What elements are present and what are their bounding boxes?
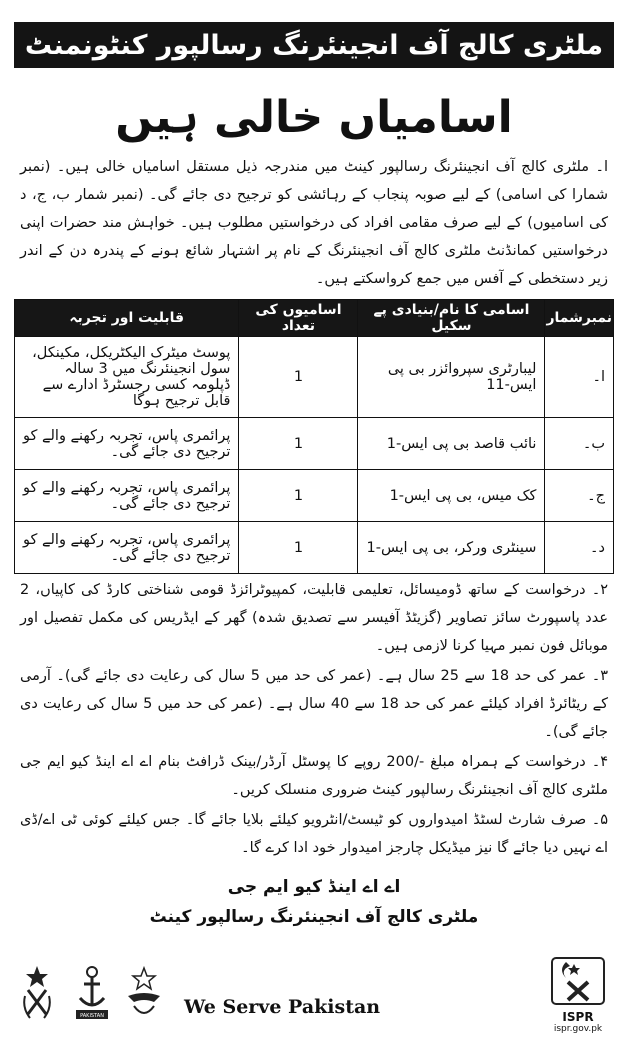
header-title: ملٹری کالج آف انجینئرنگ رسالپور کنٹونمنٹ [24,29,604,61]
table-row [15,522,614,574]
slogan-text: We Serve Pakistan [184,996,381,1018]
navy-emblem-text: PAKISTAN [80,1013,104,1019]
vacancies-table [14,299,614,574]
table-header-row [15,300,614,337]
point-shortlisting: ۵۔ صرف شارٹ لسٹڈ امیدواروں کو ٹیسٹ/انٹرویو کیلئے بلایا جائے گا۔ جس کیلئے کوئی ٹی اے/ڈی اے نہیں دیا جائے گا نیز میڈیکل چارجز امیدوار خود ادا کرے گا۔ [20,812,608,856]
row-serial: ا۔ [545,337,614,418]
point-age-limit: ۳۔ عمر کی حد 18 سے 25 سال ہے۔ (عمر کی حد میں 5 سال کی رعایت دی جائے گی)۔ آرمی کے ریٹائرڈ افراد کیلئے عمر کی حد 18 سے 40 سال ہے۔ (عمر کی حد میں 5 سال کی رعایت دی جائے گی)۔ [20,668,609,740]
row-post-name: لیبارٹری سپروائزر بی پی ایس-11 [358,337,545,418]
table-row [15,418,614,470]
row-post-count: 1 [239,470,358,522]
row-post-name: سینٹری ورکر، بی پی ایس-1 [358,522,545,574]
row-post-name: نائب قاصد بی پی ایس-1 [358,418,545,470]
signature-designation: اے اے اینڈ کیو ایم جی [227,877,401,897]
ispr-label: ISPR [562,1010,594,1024]
row-post-count: 1 [239,522,358,574]
signature-block [14,872,614,932]
row-post-name: کک میس، بی پی ایس-1 [358,470,545,522]
row-serial: ج۔ [545,470,614,522]
row-qualification: پرائمری پاس، تجربہ رکھنے والے کو ترجیح دی جائے گی۔ [15,522,239,574]
army-emblem-icon [20,962,54,1022]
table-row [15,337,614,418]
point-documents: ۲۔ درخواست کے ساتھ ڈومیسائل، تعلیمی قابلیت، کمپیوٹرائزڈ قومی شناختی کارڈ کی کاپیاں، 2 عدد پاسپورٹ سائز تصاویر (گزیٹڈ آفیسر سے تصدیق شدہ) گھر کے ایڈریس کی مکمل تفصیل اور موبائل فون نمبر مہیا کرنا لازمی ہیں۔ [20,582,608,654]
row-qualification: پرائمری پاس، تجربہ رکھنے والے کو ترجیح دی جائے گی۔ [15,470,239,522]
row-post-count: 1 [239,418,358,470]
advertisement-page [0,22,628,1046]
signature-organization: ملٹری کالج آف انجینئرنگ رسالپور کینٹ [149,907,479,927]
ispr-logo-block [546,956,610,1034]
airforce-emblem-icon [124,962,164,1022]
row-serial: د۔ [545,522,614,574]
row-post-count: 1 [239,337,358,418]
row-qualification: پوسٹ میٹرک الیکٹریکل، مکینکل، سول انجینئرنگ میں 3 سالہ ڈپلومہ کسی رجسٹرڈ ادارے سے قابل ترجیح ہوگا [15,337,239,418]
header-post-name: اسامی کا نام/بنیادی پے سکیل [358,300,545,337]
ispr-logo-icon [550,956,606,1006]
point-fee: ۴۔ درخواست کے ہمراہ مبلغ -/200 روپے کا پوسٹل آرڈر/بینک ڈرافٹ بنام اے اے اینڈ کیو ایم جی ملٹری کالج آف انجینئرنگ رسالپور کینٹ ضروری منسلک کریں۔ [20,754,608,798]
navy-emblem-icon [72,962,112,1022]
vacancies-headline: اسامیاں خالی ہیں [115,92,513,143]
header-banner [14,22,614,68]
header-serial: نمبرشمار [545,300,614,337]
ispr-url: ispr.gov.pk [553,1024,603,1034]
header-post-count: اسامیوں کی تعداد [239,300,358,337]
row-qualification: پرائمری پاس، تجربہ رکھنے والے کو ترجیح دی جائے گی۔ [15,418,239,470]
header-qualification: قابلیت اور تجربہ [15,300,239,337]
row-serial: ب۔ [545,418,614,470]
table-row [15,470,614,522]
intro-paragraph: ا۔ ملٹری کالج آف انجینئرنگ رسالپور کینٹ میں مندرجہ ذیل مستقل اسامیاں خالی ہیں۔ (نمبر شمارا کی اسامی) کے لیے صوبہ پنجاب کے رہائشی کو ترجیح دی جائے گی۔ (نمبر شمار ب، ج، د کی اسامیوں) کے لیے صرف مقامی افراد کی درخواستیں مطلوب ہیں۔ خواہش مند حضرات اپنی درخواستیں کمانڈنٹ ملٹری کالج آف انجینئرنگ کے نام پر اشتہار شائع ہونے کے پندرہ دن کے اندر زیر دستخطی کے آفس میں جمع کرواسکتے ہیں۔ [20,159,608,287]
footer [14,956,614,1040]
